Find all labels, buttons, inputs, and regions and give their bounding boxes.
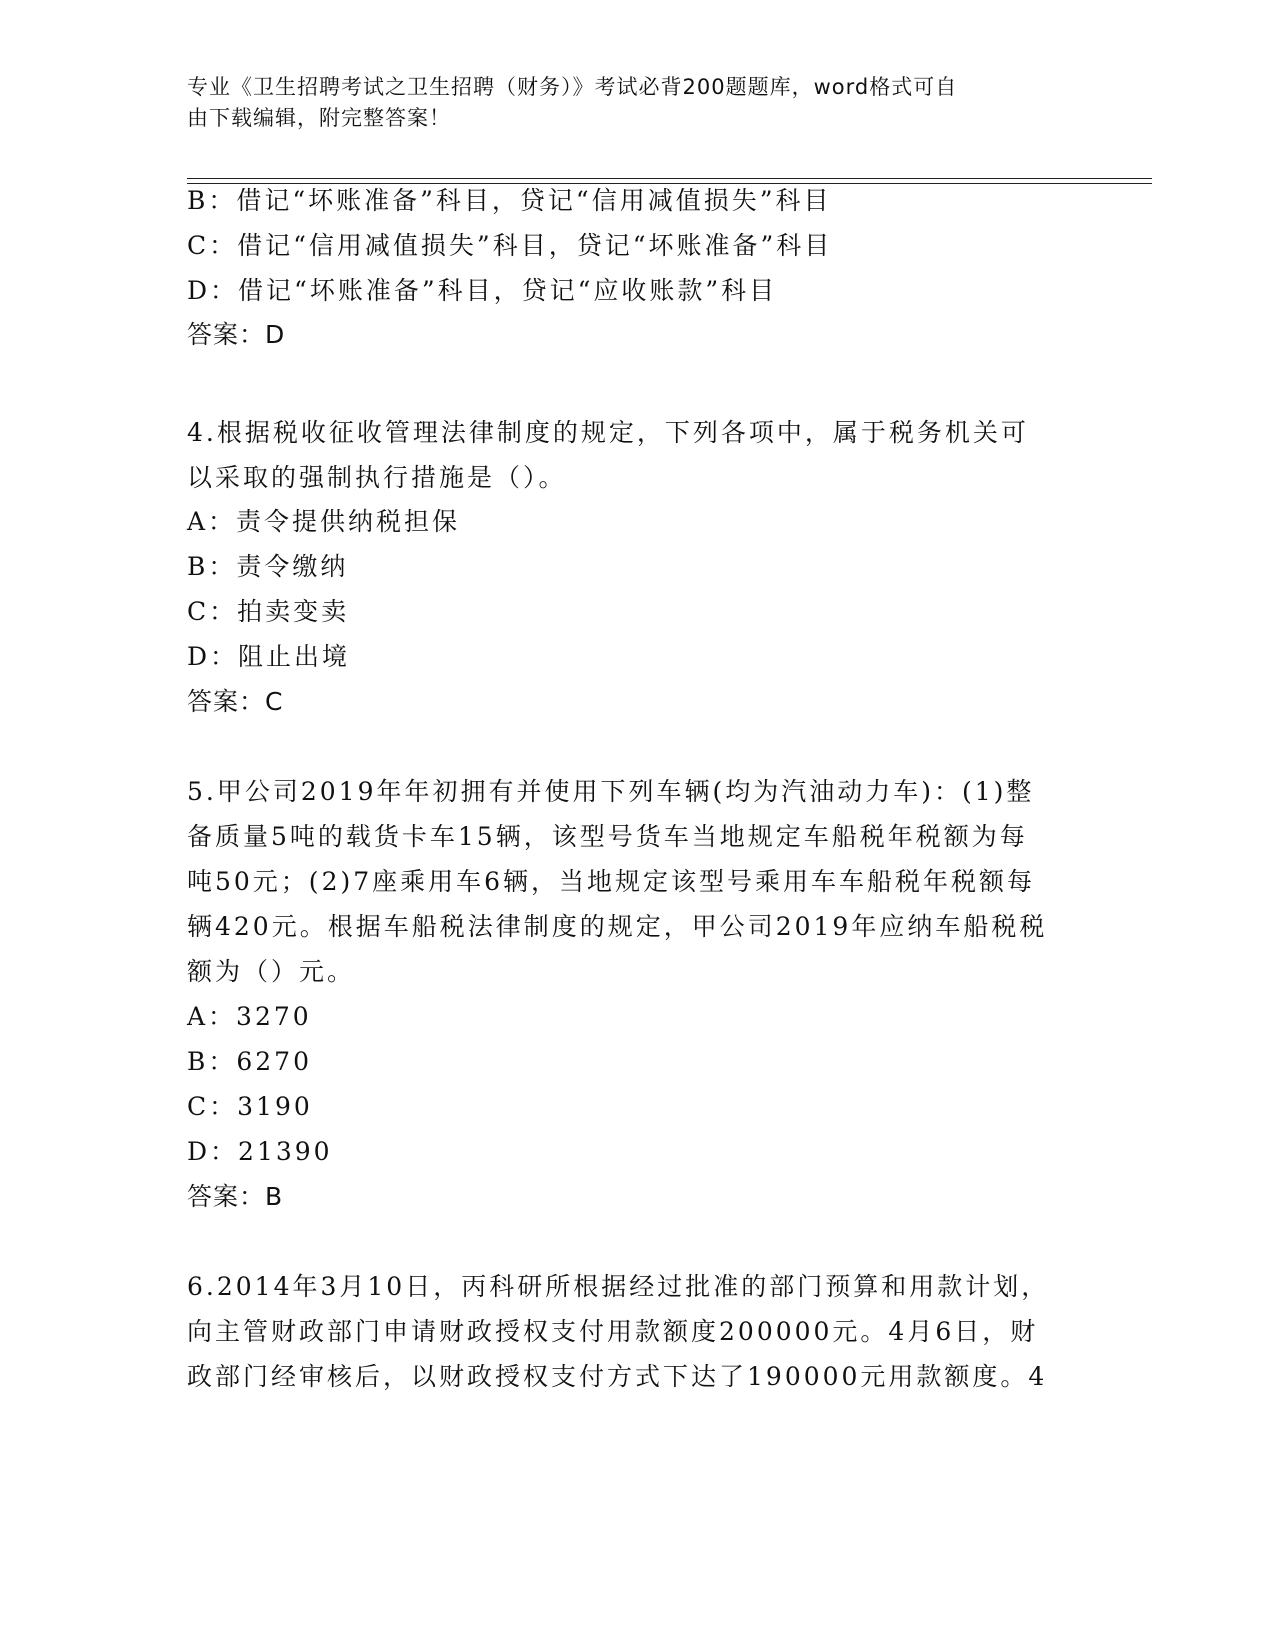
option-line: D：借记“坏账准备”科目，贷记“应收账款”科目: [187, 276, 778, 305]
header-divider-top: [187, 178, 1152, 179]
header-line-2: 由下载编辑，附完整答案！: [187, 106, 451, 130]
option-line: D：21390: [187, 1137, 333, 1166]
option-line: D：阻止出境: [187, 642, 351, 671]
question-line: 政部门经审核后，以财政授权支付方式下达了190000元用款额度。4: [187, 1362, 1048, 1391]
option-line: B：责令缴纳: [187, 552, 349, 581]
question-line: 6.2014年3月10日，丙科研所根据经过批准的部门预算和用款计划，: [187, 1272, 1050, 1301]
document-header: [187, 72, 1067, 134]
option-line: C：拍卖变卖: [187, 597, 350, 626]
question-line: 向主管财政部门申请财政授权支付用款额度200000元。4月6日，财: [187, 1317, 1039, 1346]
question-line: 额为（）元。: [187, 957, 356, 986]
option-line: B：6270: [187, 1047, 312, 1076]
answer-line: 答案：B: [187, 1182, 284, 1211]
question-line: 吨50元；(2)7座乘用车6辆，当地规定该型号乘用车车船税年税额每: [187, 867, 1036, 896]
option-line: A：责令提供纳税担保: [187, 507, 461, 536]
answer-line: 答案：D: [187, 320, 286, 349]
header-divider-bottom: [187, 183, 1152, 184]
question-line: 4.根据税收征收管理法律制度的规定，下列各项中，属于税务机关可: [187, 418, 1029, 447]
question-line: 5.甲公司2019年年初拥有并使用下列车辆(均为汽油动力车)：(1)整: [187, 777, 1035, 806]
question-line: 以采取的强制执行措施是（）。: [187, 463, 567, 492]
header-line-1: 专业《卫生招聘考试之卫生招聘（财务）》考试必背200题题库，word格式可自: [187, 75, 958, 99]
option-line: C：3190: [187, 1092, 313, 1121]
option-line: A：3270: [187, 1002, 312, 1031]
question-line: 备质量5吨的载货卡车15辆，该型号货车当地规定车船税年税额为每: [187, 822, 1028, 851]
question-line: 辆420元。根据车船税法律制度的规定，甲公司2019年应纳车船税税: [187, 912, 1048, 941]
option-line: B：借记“坏账准备”科目，贷记“信用减值损失”科目: [187, 186, 832, 215]
answer-line: 答案：C: [187, 687, 284, 716]
option-line: C：借记“信用减值损失”科目，贷记“坏账准备”科目: [187, 231, 833, 260]
